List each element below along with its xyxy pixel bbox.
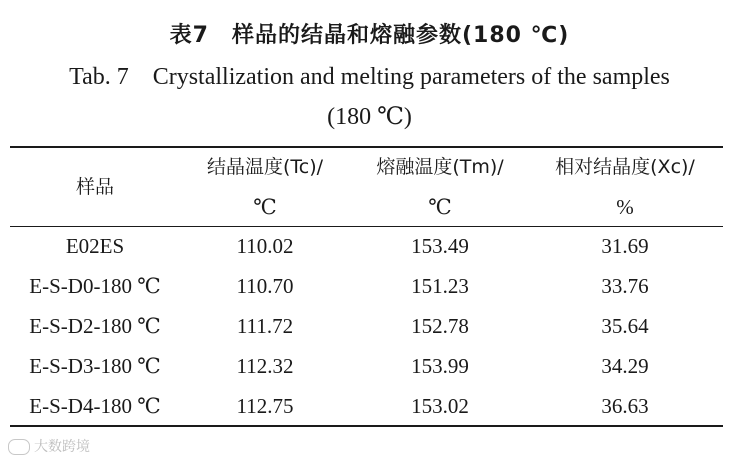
table-cell-xc: 31.69 [601,234,649,258]
table-top-rule [10,146,723,148]
table-cell-tm: 151.23 [411,274,469,298]
table-cell-tm: 153.49 [411,234,469,258]
header-melting-temp: 熔融温度(Tm)/ [376,156,504,178]
table-cell-tm: 153.99 [411,354,469,378]
header-sample: 样品 [75,176,114,198]
table-cell-tc: 111.72 [236,314,294,338]
table-cell-xc: 34.29 [601,354,649,378]
table-cell-sample: E-S-D2-180 ℃ [29,314,161,338]
header-melting-temp-unit: ℃ [428,195,452,219]
table-cell-tc: 112.32 [236,354,294,378]
watermark-text: 大数跨境 [34,439,90,455]
table-cell-tc: 110.02 [236,234,294,258]
table-cell-tm: 153.02 [411,394,469,418]
table-cell-xc: 33.76 [601,274,649,298]
header-relative-crystallinity: 相对结晶度(Xc)/ [555,156,695,178]
header-relative-crystallinity-unit: % [616,195,634,219]
table-title-chinese: 表7 样品的结晶和熔融参数(180 ℃) [169,23,570,48]
table-cell-tc: 110.70 [236,274,294,298]
table-header-rule [10,226,723,227]
watermark-logo-icon [8,439,30,455]
table-cell-xc: 36.63 [601,394,649,418]
table-cell-sample: E-S-D4-180 ℃ [29,394,161,418]
table-cell-tc: 112.75 [236,394,294,418]
table-cell-tm: 152.78 [411,314,469,338]
table-cell-xc: 35.64 [601,314,649,338]
table-bottom-rule [10,425,723,427]
header-crystallization-temp: 结晶温度(Tc)/ [206,156,324,178]
table-cell-sample: E-S-D3-180 ℃ [29,354,161,378]
table-cell-sample: E02ES [65,234,125,258]
table-title-english-line2: (180 ℃) [327,104,412,130]
table-cell-sample: E-S-D0-180 ℃ [29,274,161,298]
header-crystallization-temp-unit: ℃ [253,195,277,219]
table-title-english: Tab. 7 Crystallization and melting parameters of the samples [69,64,670,90]
watermark [8,436,90,456]
